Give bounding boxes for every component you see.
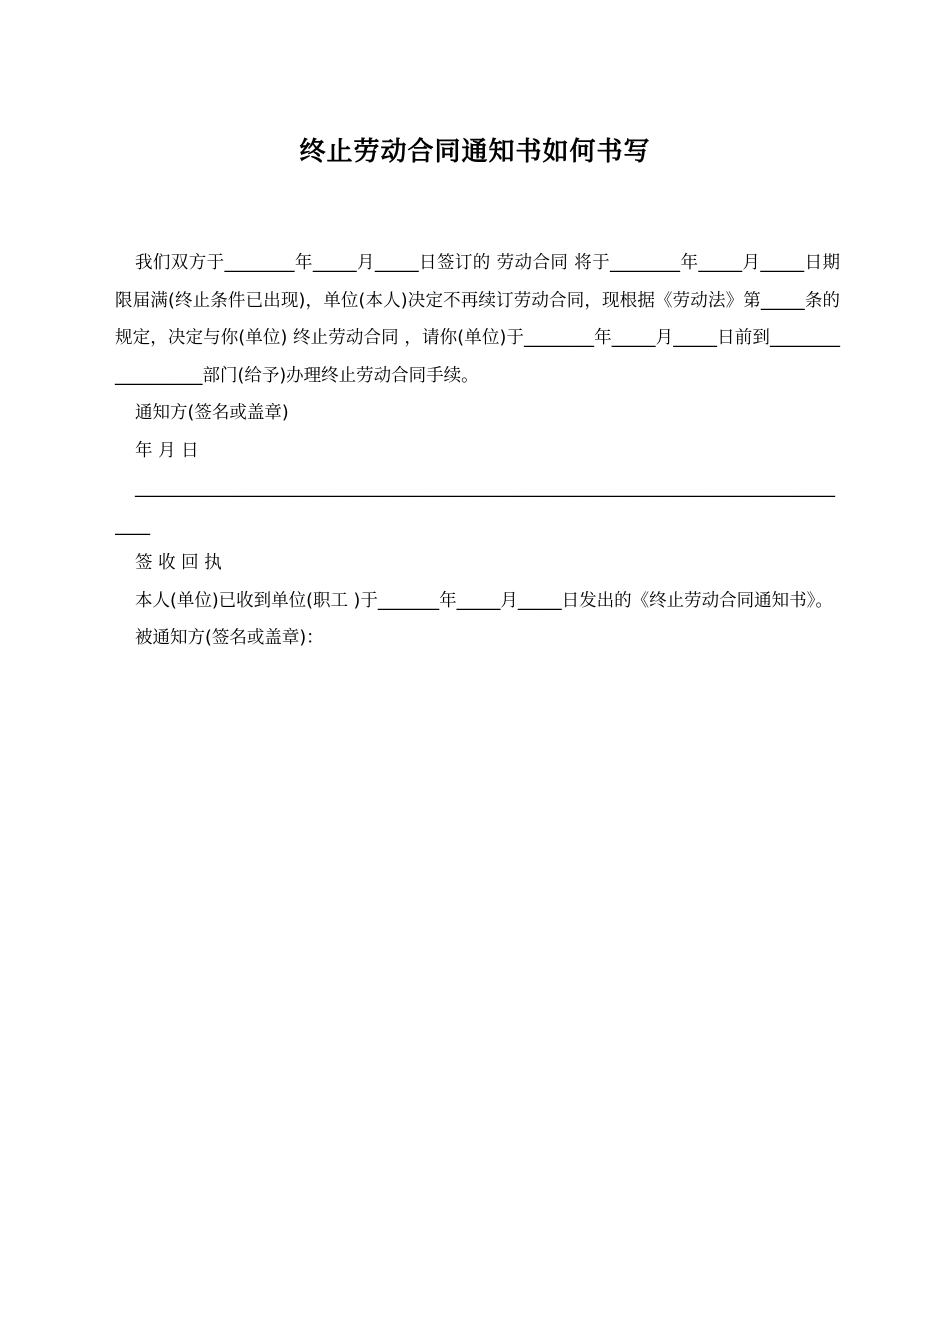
date-line: 年 月 日 xyxy=(135,440,199,461)
separator-line: ____________________________________________________________________________________ xyxy=(115,478,835,536)
receipt-paragraph: 本人(单位)已收到单位(职工 )于_______年_____月_____日发出的《终止劳动合同通知书》。 xyxy=(135,590,833,611)
notified-signature: 被通知方(签名或盖章)： xyxy=(135,628,324,648)
notifier-signature: 通知方(签名或盖章) xyxy=(135,403,289,423)
document-title: 终止劳动合同通知书如何书写 xyxy=(299,137,651,167)
receipt-heading: 签 收 回 执 xyxy=(135,553,222,573)
notice-paragraph: 我们双方于________年_____月_____日签订的 劳动合同 将于________年_____月_____日期限届满(终止条件已出现)，单位(本人)决定不再续订劳动合同，现根据《劳动法》第_____条的规定，决定与你(单位) 终止劳动合同 ，请你(单位)于________年_____月_____日前到__________________部门(给予)办理终止劳动合同手续。 xyxy=(115,253,840,386)
document-body xyxy=(115,245,840,658)
